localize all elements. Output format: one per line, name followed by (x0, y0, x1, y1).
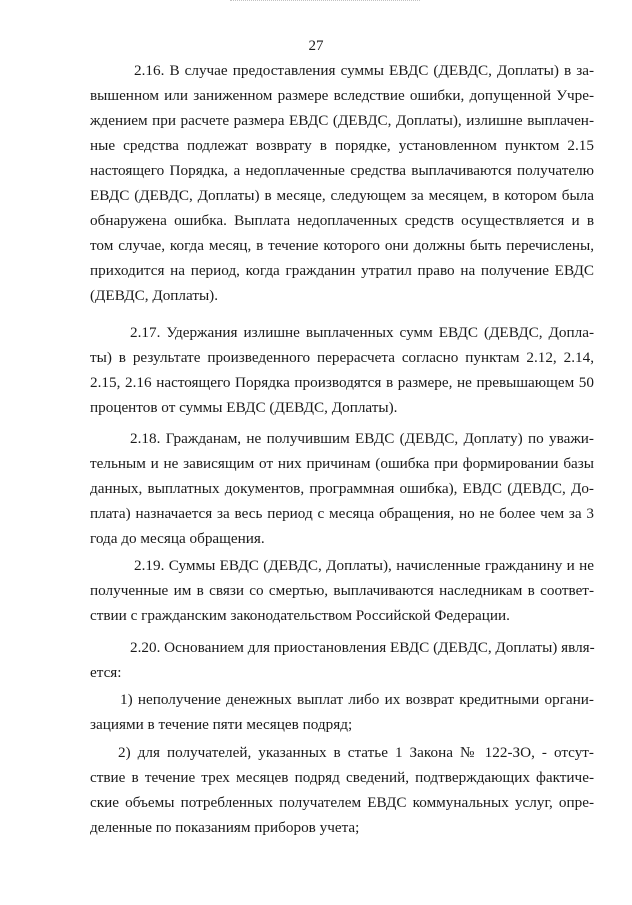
text-line: 2.17. Удержания излишне выплаченных сумм ЕВДС (ДЕВДС, Допла- (130, 324, 594, 341)
text-line: ты) в результате произведенного перерасчета согласно пунктам 2.12, 2.14, (90, 349, 594, 366)
text-line: ные средства подлежат возврату в порядке, установленном пунктом 2.15 (90, 137, 594, 154)
list-item-1 (90, 687, 594, 737)
text-line: полученные им в связи со смертью, выплачиваются наследникам в соответ- (90, 582, 594, 599)
text-line: обнаружена ошибка. Выплата недоплаченных средств осуществляется и в (90, 212, 594, 229)
text-line: приходится на период, когда гражданин утратил право на получение ЕВДС (90, 262, 594, 279)
text-line: 2.18. Гражданам, не получившим ЕВДС (ДЕВДС, Доплату) по уважи- (130, 430, 594, 447)
text-line: вышенном или заниженном размере вследствие ошибки, допущенной Учре- (90, 87, 594, 104)
text-line: ется: (90, 664, 122, 681)
text-line: процентов от суммы ЕВДС (ДЕВДС, Доплаты). (90, 399, 398, 416)
text-line: ские объемы потребленных получателем ЕВДС коммунальных услуг, опре- (90, 794, 594, 811)
text-line: 2.16. В случае предоставления суммы ЕВДС (ДЕВДС, Доплаты) в за- (134, 62, 594, 79)
text-line: 1) неполучение денежных выплат либо их возврат кредитными органи- (120, 691, 594, 708)
text-line: ствие в течение трех месяцев подряд сведений, подтверждающих фактиче- (90, 769, 594, 786)
scan-artifact (230, 0, 420, 7)
text-line: настоящего Порядка, а недоплаченные средства выплачиваются получателю (90, 162, 594, 179)
text-line: года до месяца обращения. (90, 530, 265, 547)
text-line: ствии с гражданским законодательством Российской Федерации. (90, 607, 510, 624)
text-line: ждением при расчете размера ЕВДС (ДЕВДС, Доплаты), излишне выплачен- (90, 112, 594, 129)
text-line: 2) для получателей, указанных в статье 1 Закона № 122-ЗО, - отсут- (118, 744, 594, 761)
paragraph-2-19 (90, 553, 594, 628)
text-line: деленные по показаниям приборов учета; (90, 819, 360, 836)
text-line: том случае, когда месяц, в течение которого они должны быть перечислены, (90, 237, 594, 254)
paragraph-2-17 (90, 320, 594, 420)
paragraph-2-20 (90, 635, 594, 685)
text-line: данных, выплатных документов, программная ошибка), ЕВДС (ДЕВДС, До- (90, 480, 594, 497)
text-line: тельным и не зависящим от них причинам (ошибка при формировании базы (90, 455, 594, 472)
paragraph-2-18 (90, 426, 594, 551)
list-item-2 (90, 740, 594, 840)
page-number: 27 (308, 38, 324, 54)
text-line: зациями в течение пяти месяцев подряд; (90, 716, 353, 733)
text-line: плата) назначается за весь период с месяца обращения, но не более чем за 3 (90, 505, 594, 522)
text-line: (ДЕВДС, Доплаты). (90, 287, 219, 304)
paragraph-2-16 (90, 58, 594, 308)
text-line: 2.15, 2.16 настоящего Порядка производятся в размере, не превышающем 50 (90, 374, 594, 391)
text-line: ЕВДС (ДЕВДС, Доплаты) в месяце, следующем за месяцем, в котором была (90, 187, 594, 204)
text-line: 2.20. Основанием для приостановления ЕВДС (ДЕВДС, Доплаты) явля- (130, 639, 595, 656)
text-line: 2.19. Суммы ЕВДС (ДЕВДС, Доплаты), начисленные гражданину и не (134, 557, 594, 574)
